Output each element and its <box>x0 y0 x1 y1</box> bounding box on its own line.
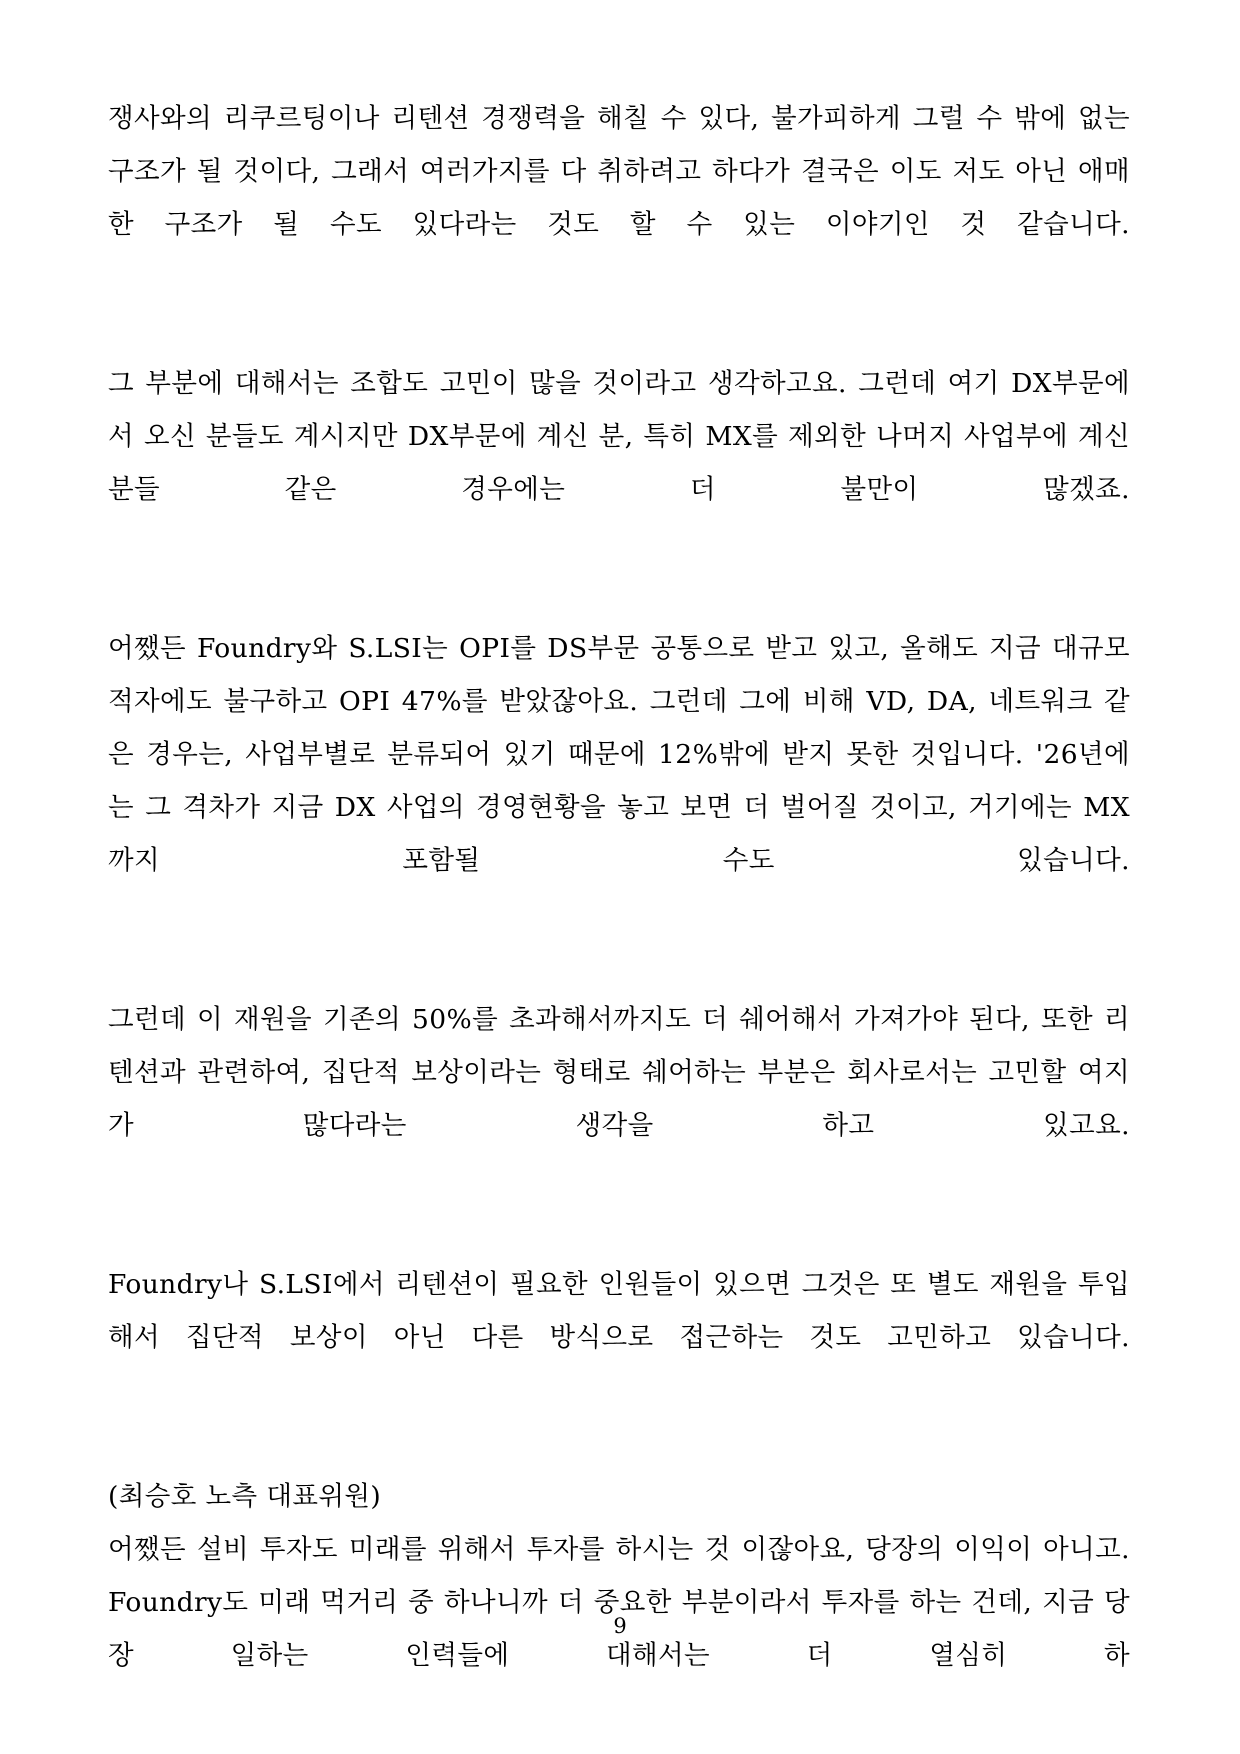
paragraph-gap <box>108 1417 1130 1470</box>
paragraph-3: 어쨌든 Foundry와 S.LSI는 OPI를 DS부문 공통으로 받고 있고, 올해도 지금 대규모 적자에도 불구하고 OPI 47%를 받았잖아요. 그런데 그에 비해 VD, DA, 네트워크 같은 경우는, 사업부별로 분류되어 있기 때문에 12%밖에 받지 못한 것입니다. '26년에는 그 격차가 지금 DX 사업의 경영현황을 놓고 보면 더 벌어질 것이고, 거기에는 MX까지 포함될 수도 있습니다. <box>108 633 1130 876</box>
paragraph-gap <box>108 304 1130 357</box>
page-number: 9 <box>613 1614 627 1638</box>
paragraph-gap <box>108 940 1130 993</box>
document-body <box>108 92 1130 1735</box>
paragraph-1: 쟁사와의 리쿠르팅이나 리텐션 경쟁력을 해칠 수 있다, 불가피하게 그럴 수 밖에 없는 구조가 될 것이다, 그래서 여러가지를 다 취하려고 하다가 결국은 이도 저도 아닌 애매한 구조가 될 수도 있다라는 것도 할 수 있는 이야기인 것 같습니다. <box>108 103 1130 240</box>
paragraph-5: Foundry나 S.LSI에서 리텐션이 필요한 인원들이 있으면 그것은 또 별도 재원을 투입해서 집단적 보상이 아닌 다른 방식으로 접근하는 것도 고민하고 있습니다. <box>108 1269 1130 1353</box>
paragraph-gap <box>108 1205 1130 1258</box>
paragraph-gap <box>108 569 1130 622</box>
paragraph-6: 어쨌든 설비 투자도 미래를 위해서 투자를 하시는 것 이잖아요, 당장의 이익이 아니고. Foundry도 미래 먹거리 중 하나니까 더 중요한 부분이라서 투자를 하는 건데, 지금 당장 일하는 인력들에 대해서는 더 열심히 하 <box>108 1534 1130 1671</box>
paragraph-2: 그 부분에 대해서는 조합도 고민이 많을 것이라고 생각하고요. 그런데 여기 DX부문에서 오신 분들도 계시지만 DX부문에 계신 분, 특히 MX를 제외한 나머지 사업부에 계신 분들 같은 경우에는 더 불만이 많겠죠. <box>108 368 1130 505</box>
speaker-label: (최승호 노측 대표위원) <box>108 1481 382 1512</box>
paragraph-4: 그런데 이 재원을 기존의 50%를 초과해서까지도 더 쉐어해서 가져가야 된다, 또한 리텐션과 관련하여, 집단적 보상이라는 형태로 쉐어하는 부분은 회사로서는 고민할 여지가 많다라는 생각을 하고 있고요. <box>108 1004 1130 1141</box>
